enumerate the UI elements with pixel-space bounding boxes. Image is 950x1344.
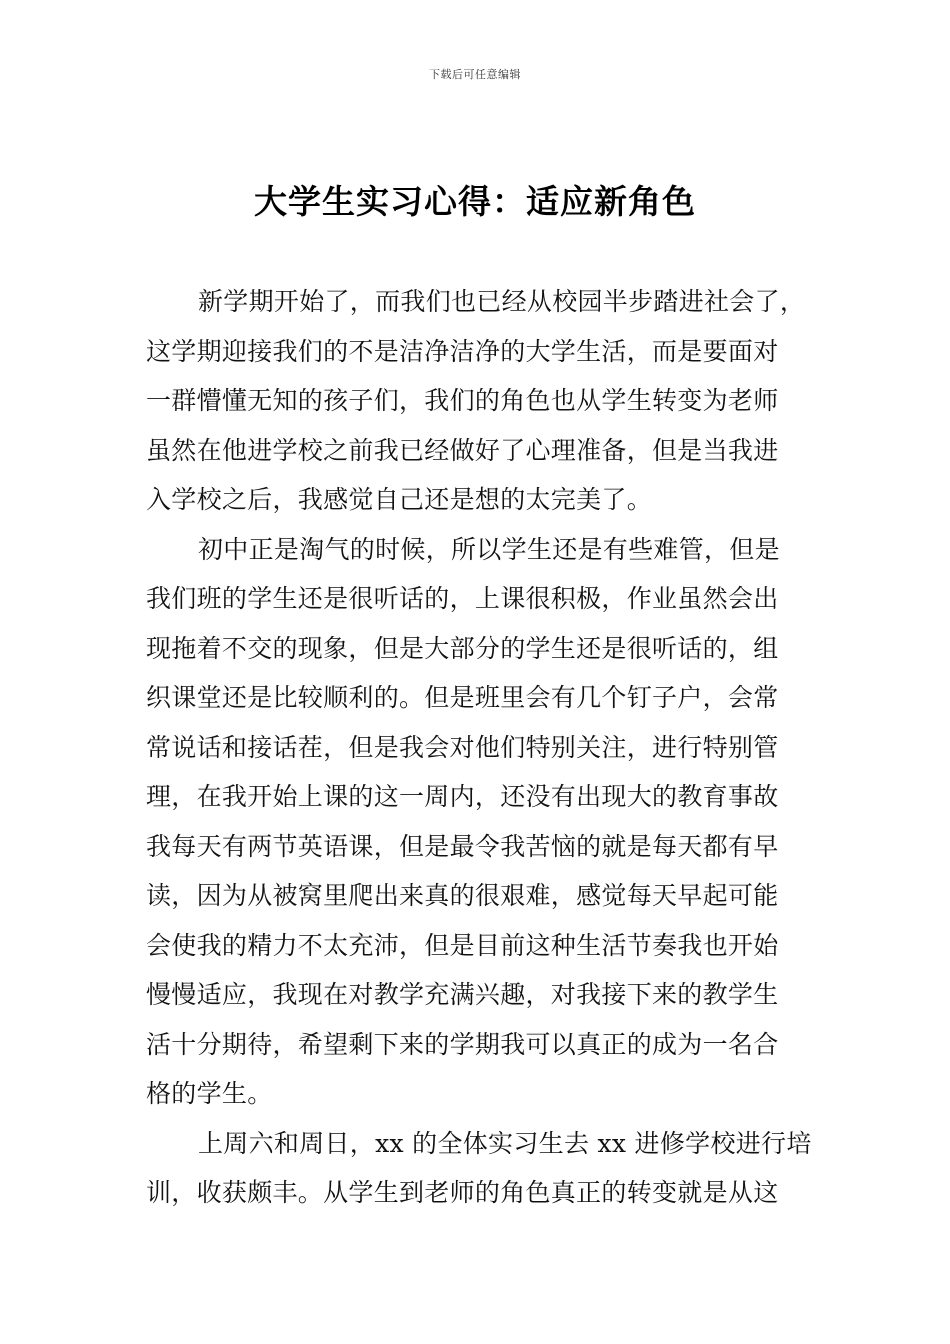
text-line: 格的学生。	[146, 1079, 273, 1108]
text-line: 训，收获颇丰。从学生到老师的角色真正的转变就是从这	[146, 1178, 779, 1207]
text-line: 新学期开始了，而我们也已经从校园半步踏进社会了，	[198, 287, 806, 316]
text-line: 上周六和周日，xx 的全体实习生去 xx 进修学校进行培	[198, 1128, 812, 1158]
text-line: 初中正是淘气的时候，所以学生还是有些难管，但是	[198, 534, 780, 564]
text-line: 入学校之后，我感觉自己还是想的太完美了。	[146, 485, 653, 514]
text-line: 一群懵懂无知的孩子们，我们的角色也从学生转变为老师	[146, 386, 779, 415]
text-line: 活十分期待，希望剩下来的学期我可以真正的成为一名合	[146, 1029, 779, 1059]
text-line: 常说话和接话茬，但是我会对他们特别关注，进行特别管	[146, 732, 779, 762]
text-line: 虽然在他进学校之前我已经做好了心理准备，但是当我进	[146, 435, 779, 465]
text-line: 我每天有两节英语课，但是最令我苦恼的就是每天都有早	[146, 831, 779, 861]
text-line: 织课堂还是比较顺利的。但是班里会有几个钉子户，会常	[146, 683, 779, 712]
document-title: 大学生实习心得：适应新角色	[254, 182, 696, 221]
text-line: 这学期迎接我们的不是洁净洁净的大学生活，而是要面对	[146, 336, 779, 366]
text-line: 慢慢适应，我现在对教学充满兴趣，对我接下来的教学生	[146, 980, 779, 1009]
text-line: 理，在我开始上课的这一周内，还没有出现大的教育事故	[146, 782, 779, 811]
text-line: 我们班的学生还是很听话的，上课很积极，作业虽然会出	[146, 584, 779, 613]
text-line: 现拖着不交的现象，但是大部分的学生还是很听话的，组	[146, 633, 779, 663]
text-line: 会使我的精力不太充沛，但是目前这种生活节奏我也开始	[146, 930, 779, 960]
body-text	[146, 277, 812, 1218]
text-line: 读，因为从被窝里爬出来真的很艰难，感觉每天早起可能	[146, 881, 779, 910]
header-note: 下载后可任意编辑	[429, 68, 521, 81]
